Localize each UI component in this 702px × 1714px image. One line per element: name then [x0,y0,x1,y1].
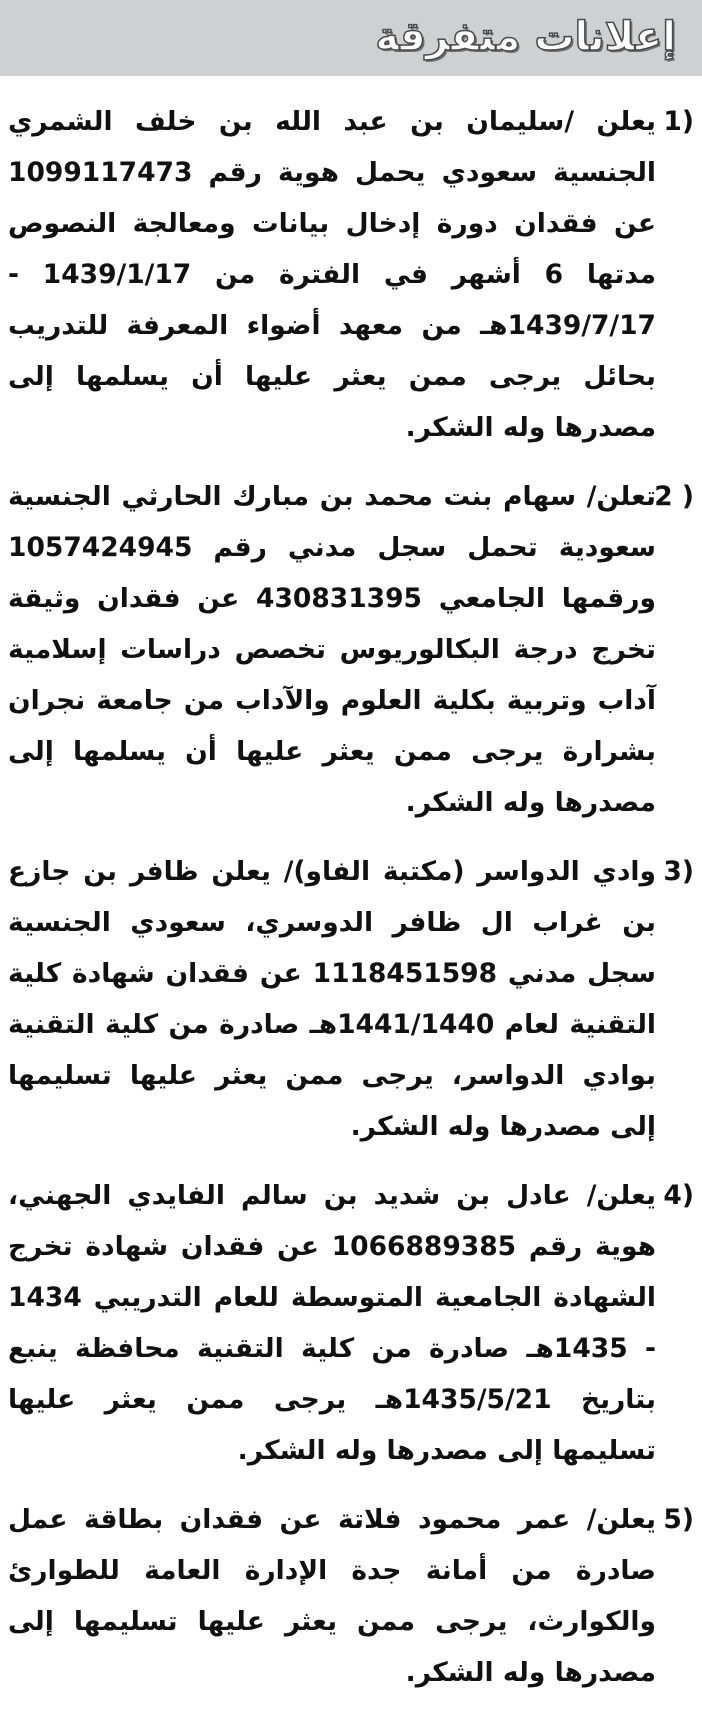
ad-number-value: 3 [663,856,682,887]
ad-number-value: 4 [663,1180,682,1211]
ad-item [8,1170,694,1476]
ad-text: يعلن/ عادل بن شديد بن سالم الفايدي الجهني، هوية رقم 1066889385 عن فقدان شهادة تخرج الشهادة الجامعية المتوسطة للعام التدريبي 1434 - 1435هـ صادرة من كلية التقنية محافظة ينبع بتاريخ 1435/5/21هـ يرجى ممن يعثر عليها تسليمها إلى مصدرها وله الشكر. [8,1180,657,1466]
ad-number-value: 2 [654,481,673,512]
ad-number: 5) [663,1504,694,1535]
ad-number: 1) [663,106,694,137]
ad-item [8,96,694,453]
ad-number: 2 ) [654,481,694,512]
section-title: إعلانات متفرقة [375,14,676,60]
classified-ads-list [8,96,694,1714]
ad-number-value: 5 [663,1504,682,1535]
ad-text: تعلن/ سهام بنت محمد بن مبارك الحارثي الجنسية سعودية تحمل سجل مدني رقم 1057424945 ورقمها الجامعي 430831395 عن فقدان وثيقة تخرج درجة البكالوريوس تخصص دراسات إسلامية آداب وتربية بكلية العلوم والآداب من جامعة نجران بشرارة يرجى ممن يعثر عليها أن يسلمها إلى مصدرها وله الشكر. [8,481,656,818]
ad-item [8,1494,694,1698]
ad-text: يعلن/ عمر محمود فلاتة عن فقدان بطاقة عمل صادرة من أمانة جدة الإدارة العامة للطوارئ والكوارث، يرجى ممن يعثر عليها تسليمها إلى مصدرها وله الشكر. [8,1504,656,1688]
ad-text: يعلن /سليمان بن عبد الله بن خلف الشمري الجنسية سعودي يحمل هوية رقم 1099117473 عن فقدان دورة إدخال بيانات ومعالجة النصوص مدتها 6 أشهر في الفترة من 1439/1/17 - 1439/7/17هـ من معهد أضواء المعرفة للتدريب بحائل يرجى ممن يعثر عليها أن يسلمها إلى مصدرها وله الشكر. [8,106,656,443]
ad-item [8,846,694,1152]
ad-number: 4) [663,1180,694,1211]
section-header [0,0,702,76]
ad-number-value: 1 [663,106,682,137]
ad-item [8,471,694,828]
ad-number: 3) [663,856,694,887]
ad-text: وادي الدواسر (مكتبة الفاو)/ يعلن ظافر بن جازع بن غراب ال ظافر الدوسري، سعودي الجنسية سجل مدني 1118451598 عن فقدان شهادة كلية التقنية لعام 1441/1440هـ صادرة من كلية التقنية بوادي الدواسر، يرجى ممن يعثر عليها تسليمها إلى مصدرها وله الشكر. [8,856,656,1142]
